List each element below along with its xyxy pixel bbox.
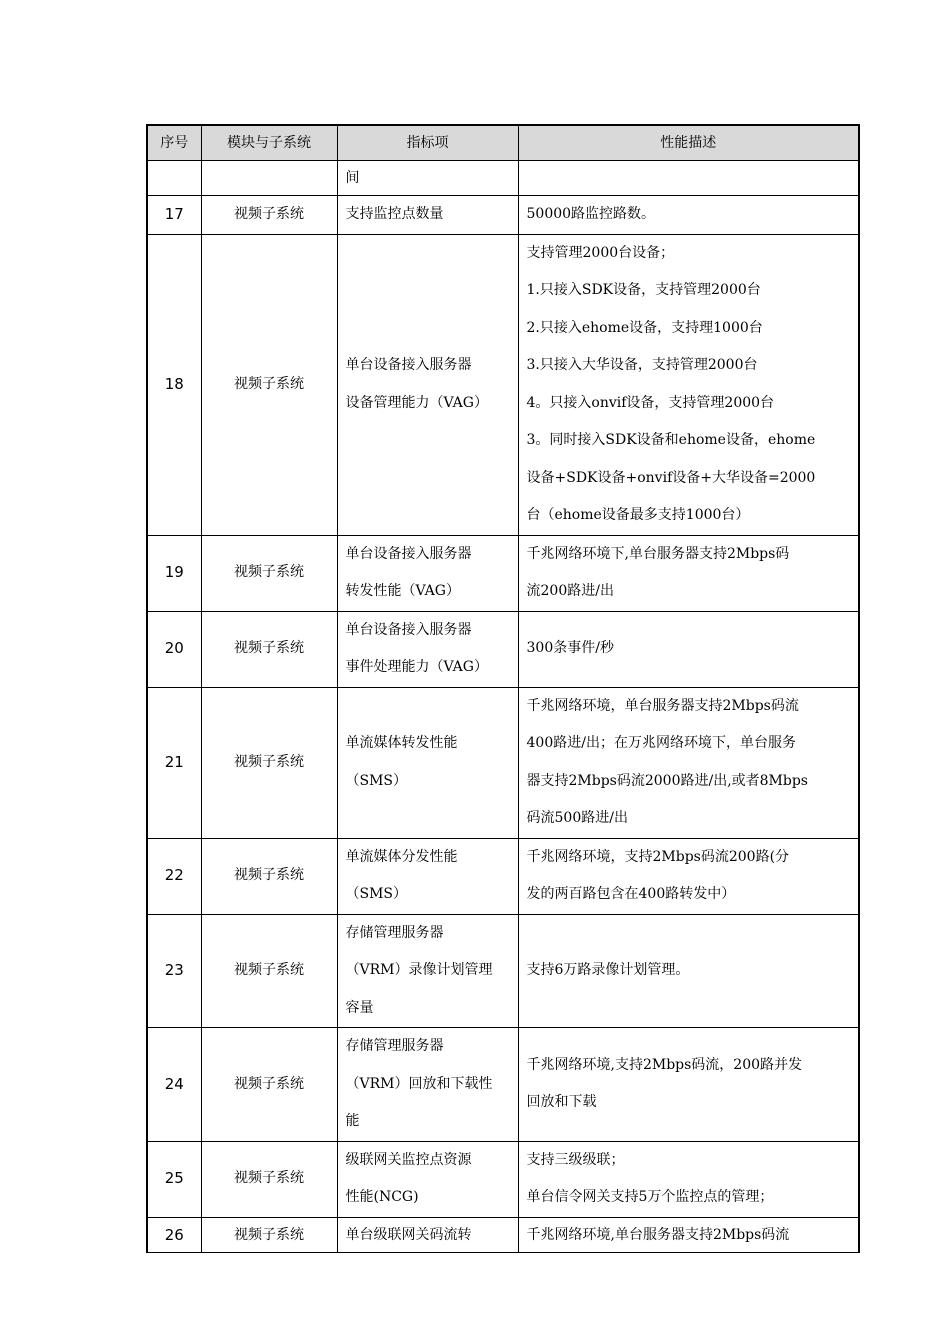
row-number: 25	[147, 1141, 201, 1217]
row-number: 21	[147, 687, 201, 838]
row-description	[518, 161, 859, 196]
row-indicator	[337, 611, 518, 687]
row-indicator	[337, 687, 518, 838]
indicator-line: 单台设备接入服务器	[345, 621, 472, 638]
table-row	[147, 1028, 859, 1142]
indicator-line: （SMS）	[345, 772, 408, 789]
indicator-line: （VRM）录像计划管理	[345, 962, 493, 978]
indicator-line: 单台级联网关码流转	[345, 1226, 472, 1243]
spec-table	[146, 124, 860, 1253]
description-line: 支持管理2000台设备；	[526, 244, 675, 261]
table-row	[147, 914, 859, 1028]
row-module: 视频子系统	[201, 838, 337, 914]
table-row	[147, 161, 859, 196]
row-module: 视频子系统	[201, 914, 337, 1028]
description-line: 4。只接入onvif设备，支持管理2000台	[526, 394, 775, 411]
row-description	[518, 196, 859, 235]
indicator-line: （VRM）回放和下载性	[345, 1075, 493, 1092]
row-indicator	[337, 234, 518, 535]
row-indicator	[337, 914, 518, 1028]
row-module	[201, 161, 337, 196]
table-row	[147, 838, 859, 914]
table-row	[147, 535, 859, 611]
description-line: 千兆网络环境,单台服务器支持2Mbps码流	[526, 1226, 790, 1243]
row-number	[147, 161, 201, 196]
table-row	[147, 611, 859, 687]
row-description	[518, 687, 859, 838]
indicator-line: 单台设备接入服务器	[345, 545, 472, 562]
indicator-line: 性能(NCG)	[345, 1189, 419, 1205]
description-line: 2.只接入ehome设备，支持理1000台	[526, 319, 763, 336]
description-line: 单台信令网关支持5万个监控点的管理；	[526, 1189, 774, 1205]
row-indicator	[337, 1217, 518, 1252]
row-number: 19	[147, 535, 201, 611]
table-row	[147, 1141, 859, 1217]
row-module: 视频子系统	[201, 1141, 337, 1217]
indicator-line: 能	[345, 1113, 360, 1129]
table-body	[147, 161, 859, 1253]
row-description	[518, 611, 859, 687]
row-description	[518, 234, 859, 535]
table-row	[147, 196, 859, 235]
description-line: 3.只接入大华设备，支持管理2000台	[526, 357, 758, 373]
table-row	[147, 1217, 859, 1252]
row-indicator	[337, 1028, 518, 1142]
row-module: 视频子系统	[201, 1028, 337, 1142]
table-row	[147, 687, 859, 838]
row-indicator	[337, 535, 518, 611]
row-description	[518, 1217, 859, 1252]
row-description	[518, 914, 859, 1028]
row-module: 视频子系统	[201, 196, 337, 235]
row-module: 视频子系统	[201, 234, 337, 535]
row-number: 22	[147, 838, 201, 914]
row-module: 视频子系统	[201, 611, 337, 687]
indicator-line: 单流媒体转发性能	[345, 735, 458, 751]
description-line: 千兆网络环境，单台服务器支持2Mbps码流	[526, 697, 799, 714]
description-line: 3。同时接入SDK设备和ehome设备，ehome	[526, 432, 816, 448]
description-line: 支持6万路录像计划管理。	[526, 962, 690, 978]
indicator-line: （SMS）	[345, 886, 408, 902]
description-line: 千兆网络环境,支持2Mbps码流，200路并发	[526, 1056, 803, 1073]
description-line: 400路进/出；在万兆网络环境下，单台服务	[526, 735, 796, 751]
description-line: 流200路进/出	[526, 583, 614, 599]
row-number: 26	[147, 1217, 201, 1252]
indicator-line: 事件处理能力（VAG）	[345, 659, 488, 675]
description-line: 千兆网络环境，支持2Mbps码流200路(分	[526, 848, 790, 865]
description-line: 发的两百路包含在400路转发中）	[526, 886, 736, 902]
description-line: 千兆网络环境下,单台服务器支持2Mbps码	[526, 545, 790, 562]
row-number: 18	[147, 234, 201, 535]
header-module: 模块与子系统	[201, 125, 337, 161]
row-module: 视频子系统	[201, 1217, 337, 1252]
indicator-line: 存储管理服务器	[345, 924, 444, 941]
row-module: 视频子系统	[201, 535, 337, 611]
header-description: 性能描述	[518, 125, 859, 161]
row-description	[518, 838, 859, 914]
description-line: 支持三级级联；	[526, 1151, 625, 1168]
indicator-line: 单流媒体分发性能	[345, 848, 458, 865]
description-line: 回放和下载	[526, 1094, 597, 1111]
indicator-line: 转发性能（VAG）	[345, 583, 460, 599]
row-description	[518, 1028, 859, 1142]
indicator-line: 单台设备接入服务器	[345, 357, 472, 373]
indicator-line: 存储管理服务器	[345, 1038, 444, 1054]
row-description	[518, 535, 859, 611]
row-module: 视频子系统	[201, 687, 337, 838]
description-line: 50000路监控路数。	[526, 206, 656, 222]
row-indicator	[337, 196, 518, 235]
indicator-line: 支持监控点数量	[345, 206, 444, 222]
description-line: 1.只接入SDK设备，支持管理2000台	[526, 282, 761, 298]
indicator-line: 设备管理能力（VAG）	[345, 394, 488, 411]
header-row	[147, 125, 859, 161]
header-num: 序号	[147, 125, 201, 161]
indicator-line: 间	[345, 170, 360, 186]
description-line: 码流500路进/出	[526, 810, 628, 826]
row-number: 20	[147, 611, 201, 687]
description-line: 设备+SDK设备+onvif设备+大华设备=2000	[526, 469, 816, 486]
description-line: 台（ehome设备最多支持1000台）	[526, 507, 750, 523]
row-indicator	[337, 838, 518, 914]
description-line: 器支持2Mbps码流2000路进/出,或者8Mbps	[526, 772, 808, 789]
row-number: 17	[147, 196, 201, 235]
row-number: 24	[147, 1028, 201, 1142]
header-indicator: 指标项	[337, 125, 518, 161]
row-description	[518, 1141, 859, 1217]
table-row	[147, 234, 859, 535]
row-number: 23	[147, 914, 201, 1028]
row-indicator	[337, 1141, 518, 1217]
indicator-line: 容量	[345, 999, 374, 1016]
indicator-line: 级联网关监控点资源	[345, 1151, 472, 1168]
description-line: 300条事件/秒	[526, 640, 614, 657]
row-indicator	[337, 161, 518, 196]
